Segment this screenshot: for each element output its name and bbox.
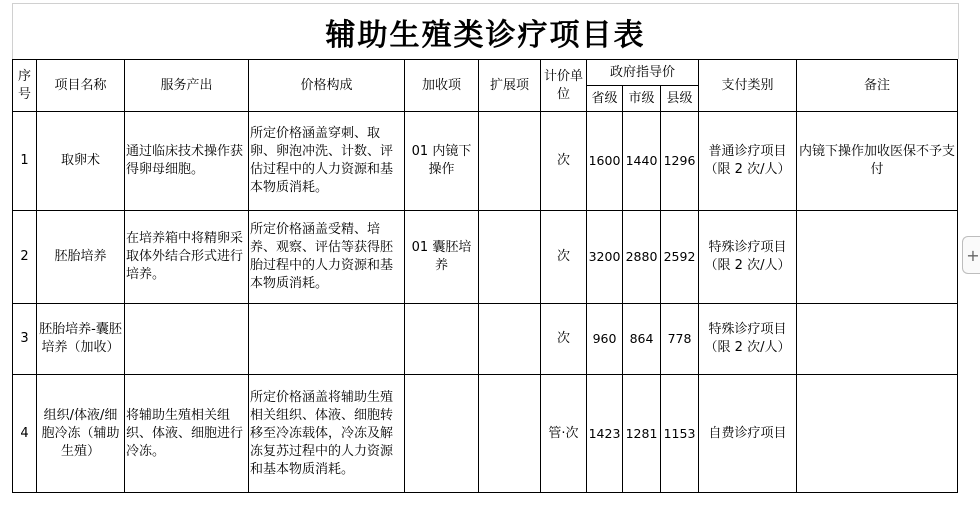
cell-extension[interactable]: [479, 375, 541, 493]
cell-seq[interactable]: 4: [13, 375, 37, 493]
header-output[interactable]: 服务产出: [125, 60, 249, 112]
cell-county[interactable]: 1153: [661, 375, 699, 493]
cell-surcharge[interactable]: 01 囊胚培养: [405, 211, 479, 304]
page-title: 辅助生殖类诊疗项目表: [12, 3, 959, 59]
header-extension[interactable]: 扩展项: [479, 60, 541, 112]
header-seq[interactable]: 序号: [13, 60, 37, 112]
header-remarks[interactable]: 备注: [797, 60, 958, 112]
cell-output[interactable]: 在培养箱中将精卵采取体外结合形式进行培养。: [125, 211, 249, 304]
cell-extension[interactable]: [479, 304, 541, 375]
header-name[interactable]: 项目名称: [37, 60, 125, 112]
cell-output[interactable]: 将辅助生殖相关组织、体液、细胞进行冷冻。: [125, 375, 249, 493]
cell-name[interactable]: 取卵术: [37, 112, 125, 211]
cell-county[interactable]: 778: [661, 304, 699, 375]
cell-province[interactable]: 1423: [587, 375, 623, 493]
cell-surcharge[interactable]: [405, 304, 479, 375]
cell-remarks[interactable]: [797, 375, 958, 493]
cell-unit[interactable]: 次: [541, 304, 587, 375]
cell-payment[interactable]: 特殊诊疗项目（限 2 次/人）: [699, 211, 797, 304]
cell-province[interactable]: 960: [587, 304, 623, 375]
cell-remarks[interactable]: 内镜下操作加收医保不予支付: [797, 112, 958, 211]
header-surcharge[interactable]: 加收项: [405, 60, 479, 112]
cell-county[interactable]: 2592: [661, 211, 699, 304]
header-county[interactable]: 县级: [661, 86, 699, 112]
cell-payment[interactable]: 特殊诊疗项目（限 2 次/人）: [699, 304, 797, 375]
cell-payment[interactable]: 自费诊疗项目: [699, 375, 797, 493]
header-price-composition[interactable]: 价格构成: [249, 60, 405, 112]
cell-seq[interactable]: 1: [13, 112, 37, 211]
table-row: [13, 211, 958, 304]
header-unit[interactable]: 计价单位: [541, 60, 587, 112]
cell-seq[interactable]: 3: [13, 304, 37, 375]
cell-extension[interactable]: [479, 211, 541, 304]
cell-seq[interactable]: 2: [13, 211, 37, 304]
cell-unit[interactable]: 管·次: [541, 375, 587, 493]
cell-payment[interactable]: 普通诊疗项目（限 2 次/人）: [699, 112, 797, 211]
table-row: [13, 304, 958, 375]
cell-price-composition[interactable]: 所定价格涵盖将辅助生殖相关组织、体液、细胞转移至冷冻载体，冷冻及解冻复苏过程中的人力资源和基本物质消耗。: [249, 375, 405, 493]
plus-icon: +: [966, 245, 980, 265]
cell-output[interactable]: 通过临床技术操作获得卵母细胞。: [125, 112, 249, 211]
cell-name[interactable]: 组织/体液/细胞冷冻（辅助生殖）: [37, 375, 125, 493]
cell-unit[interactable]: 次: [541, 211, 587, 304]
cell-extension[interactable]: [479, 112, 541, 211]
cell-remarks[interactable]: [797, 211, 958, 304]
side-panel-toggle[interactable]: [962, 236, 980, 274]
cell-price-composition[interactable]: 所定价格涵盖穿刺、取卵、卵泡冲洗、计数、评估过程中的人力资源和基本物质消耗。: [249, 112, 405, 211]
cell-remarks[interactable]: [797, 304, 958, 375]
cell-surcharge[interactable]: [405, 375, 479, 493]
cell-city[interactable]: 1281: [623, 375, 661, 493]
header-province[interactable]: 省级: [587, 86, 623, 112]
fee-table: [12, 59, 958, 493]
table-row: [13, 112, 958, 211]
header-payment[interactable]: 支付类别: [699, 60, 797, 112]
cell-city[interactable]: 864: [623, 304, 661, 375]
cell-province[interactable]: 3200: [587, 211, 623, 304]
cell-name[interactable]: 胚胎培养: [37, 211, 125, 304]
cell-unit[interactable]: 次: [541, 112, 587, 211]
table-row: [13, 375, 958, 493]
cell-county[interactable]: 1296: [661, 112, 699, 211]
cell-name[interactable]: 胚胎培养-囊胚培养（加收）: [37, 304, 125, 375]
cell-surcharge[interactable]: 01 内镜下操作: [405, 112, 479, 211]
header-gov-price[interactable]: 政府指导价: [587, 60, 699, 86]
cell-price-composition[interactable]: [249, 304, 405, 375]
cell-price-composition[interactable]: 所定价格涵盖受精、培养、观察、评估等获得胚胎过程中的人力资源和基本物质消耗。: [249, 211, 405, 304]
cell-output[interactable]: [125, 304, 249, 375]
cell-city[interactable]: 2880: [623, 211, 661, 304]
cell-province[interactable]: 1600: [587, 112, 623, 211]
cell-city[interactable]: 1440: [623, 112, 661, 211]
header-city[interactable]: 市级: [623, 86, 661, 112]
